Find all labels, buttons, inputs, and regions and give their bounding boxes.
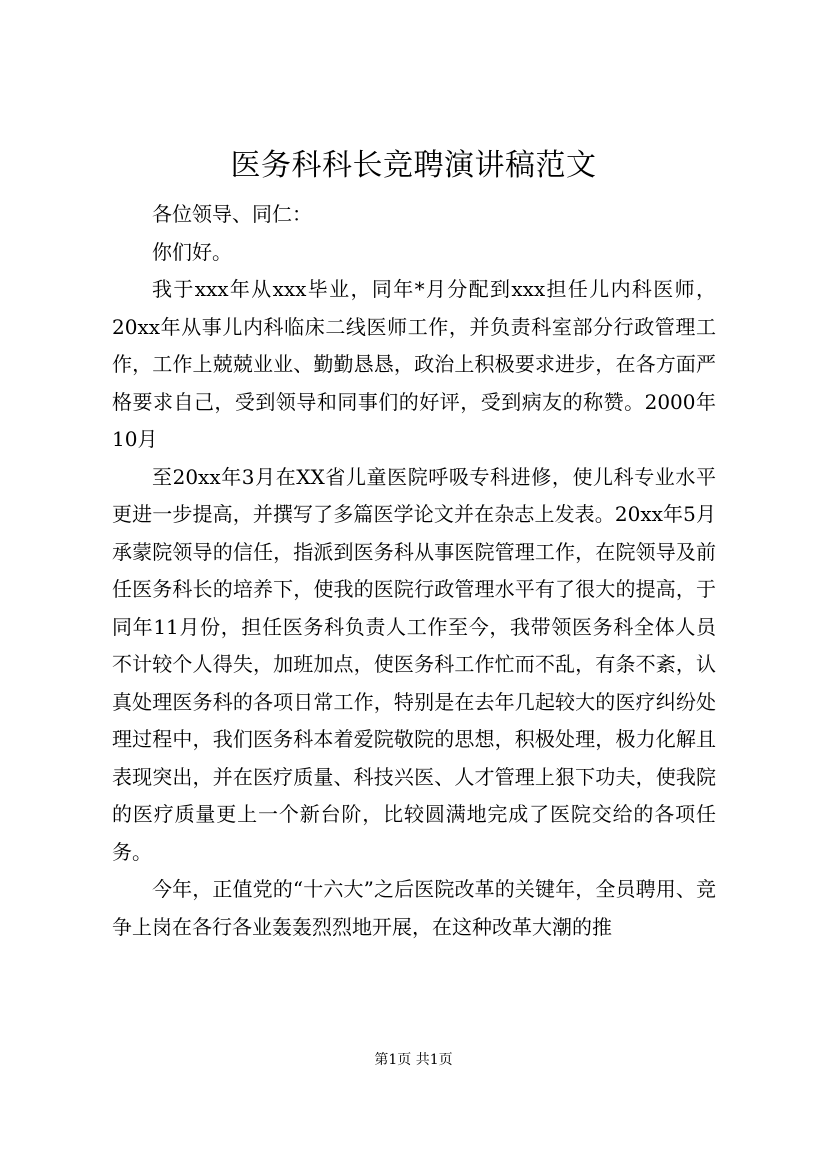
- paragraph-background: 我于xxx年从xxx毕业，同年*月分配到xxx担任儿内科医师，20xx年从事儿内科临床二线医师工作，并负责科室部分行政管理工作，工作上兢兢业业、勤勤恳恳，政治上积极要求进步，在各方面严格要求自己，受到领导和同事们的好评，受到病友的称赞。2000年10月: [112, 277, 716, 451]
- document-title: 医务科科长竞聘演讲稿范文: [230, 148, 597, 183]
- document-body: [112, 196, 716, 946]
- salutation: 各位领导、同仁：: [152, 202, 312, 226]
- page-number-footer: 第1页 共1页: [374, 1052, 453, 1068]
- paragraph-experience: 至20xx年3月在XX省儿童医院呼吸专科进修，使儿科专业水平更进一步提高，并撰写了多篇医学论文并在杂志上发表。20xx年5月承蒙院领导的信任，指派到医务科从事医院管理工作，在院领导及前任医务科长的培养下，使我的医院行政管理水平有了很大的提高，于同年11月份，担任医务科负责人工作至今，我带领医务科全体人员不计较个人得失，加班加点，使医务科工作忙而不乱，有条不紊，认真处理医务科的各项日常工作，特别是在去年几起较大的医疗纠纷处理过程中，我们医务科本着爱院敬院的思想，积极处理，极力化解且表现突出，并在医疗质量、科技兴医、人才管理上狠下功夫，使我院的医疗质量更上一个新台阶，比较圆满地完成了医院交给的各项任务。: [112, 464, 716, 864]
- greeting: 你们好。: [152, 239, 232, 264]
- paragraph-reform: 今年，正值党的“十六大”之后医院改革的关键年，全员聘用、竞争上岗在各行各业轰轰烈烈地开展，在这种改革大潮的推: [112, 877, 716, 939]
